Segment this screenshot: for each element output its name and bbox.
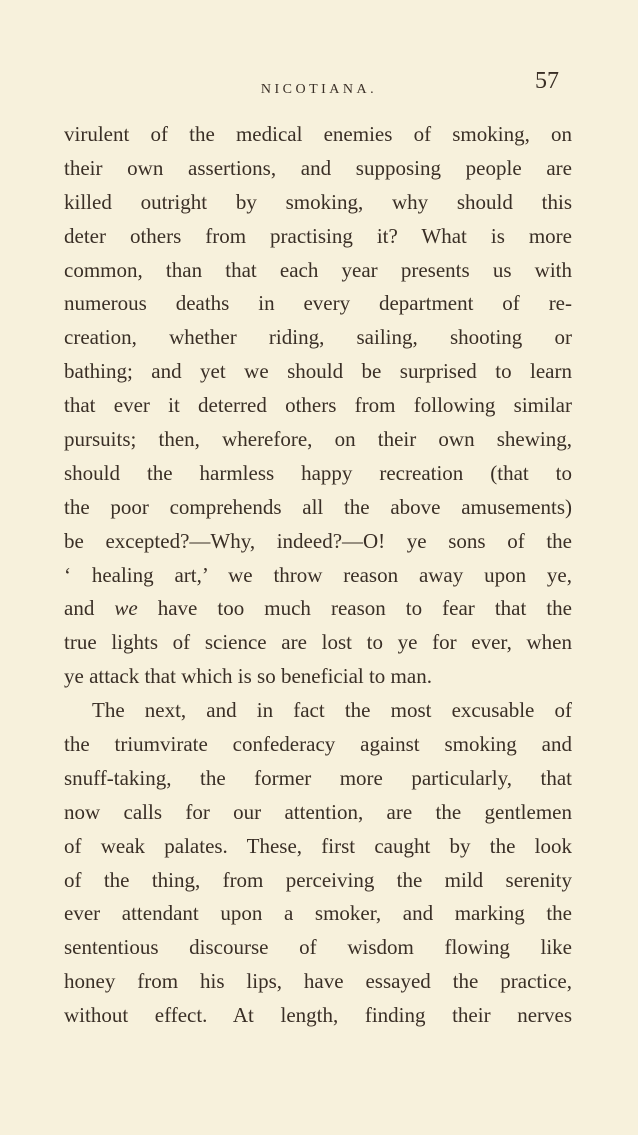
text-line: virulent of the medical enemies of smoking, on bbox=[64, 122, 572, 146]
page-number: 57 bbox=[535, 68, 559, 94]
italic-word: we bbox=[114, 596, 138, 621]
text-line: be excepted?—Why, indeed?—O! ye sons of the bbox=[64, 528, 572, 553]
text-line-with-italic bbox=[64, 592, 572, 626]
text-line: should the harmless happy recreation (that to bbox=[64, 460, 572, 485]
text-fragment: have too much reason to fear that the bbox=[137, 596, 572, 621]
text-line: sententious discourse of wisdom flowing like bbox=[64, 935, 572, 960]
text-line: snuff-taking, the former more particularly, that bbox=[64, 765, 572, 790]
text-line: pursuits; then, wherefore, on their own shewing, bbox=[64, 427, 572, 452]
text-line: The next, and in fact the most excusable of bbox=[92, 698, 572, 723]
text-line: the triumvirate confederacy against smoking and bbox=[64, 732, 572, 757]
text-line: that ever it deterred others from following similar bbox=[64, 393, 572, 418]
body-text bbox=[64, 118, 572, 1033]
paragraph bbox=[64, 694, 572, 1033]
text-fragment: and bbox=[64, 596, 115, 621]
text-line: ‘ healing art,’ we throw reason away upon ye, bbox=[64, 562, 572, 587]
text-line: ever attendant upon a smoker, and marking the bbox=[64, 901, 572, 926]
text-line: ye attack that which is so beneficial to man. bbox=[64, 664, 432, 689]
text-line: now calls for our attention, are the gentlemen bbox=[64, 799, 572, 824]
text-line: honey from his lips, have essayed the practice, bbox=[64, 969, 572, 994]
text-line: true lights of science are lost to ye for ever, when bbox=[64, 630, 572, 655]
text-line: of the thing, from perceiving the mild serenity bbox=[64, 867, 572, 892]
text-line: killed outright by smoking, why should this bbox=[64, 189, 572, 214]
paragraph bbox=[64, 118, 572, 694]
text-line: of weak palates. These, first caught by the look bbox=[64, 833, 572, 858]
text-line: creation, whether riding, sailing, shooting or bbox=[64, 325, 572, 350]
text-line: bathing; and yet we should be surprised to learn bbox=[64, 359, 572, 384]
text-line: common, than that each year presents us with bbox=[64, 257, 572, 282]
text-line: numerous deaths in every department of re- bbox=[64, 291, 572, 316]
text-line: the poor comprehends all the above amusements) bbox=[64, 494, 572, 519]
text-line: deter others from practising it? What is more bbox=[64, 223, 572, 248]
text-line: without effect. At length, finding their nerves bbox=[64, 1003, 572, 1028]
running-title: NICOTIANA. bbox=[260, 82, 378, 97]
text-line: their own assertions, and supposing people are bbox=[64, 155, 572, 180]
